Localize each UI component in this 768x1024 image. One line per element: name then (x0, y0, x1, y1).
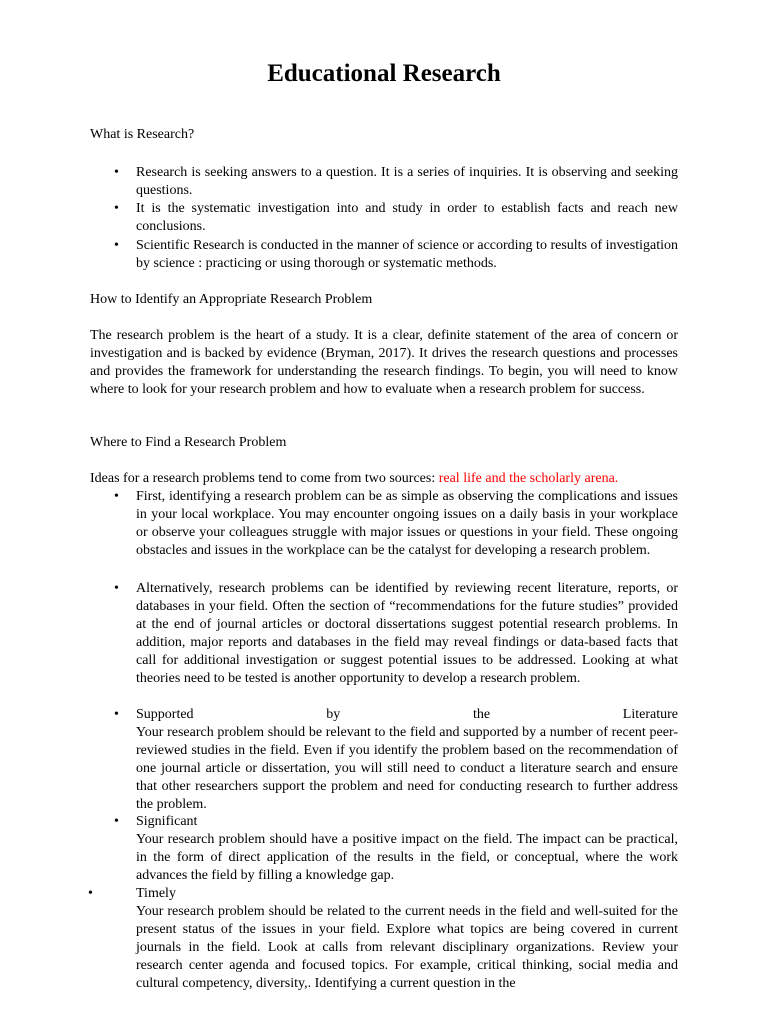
research-problem-list (0, 488, 768, 993)
bullet-icon: • (114, 581, 119, 596)
section-heading-identify: How to Identify an Appropriate Research Problem (90, 292, 373, 307)
bullet-icon: • (114, 238, 119, 253)
research-definition-list (0, 164, 768, 273)
list-item: • Scientific Research is conducted in the manner of science or according to results of investigation by science : practicing or using thorough or systematic methods. (114, 238, 678, 271)
identify-paragraph: The research problem is the heart of a study. It is a clear, definite statement of the area of concern or investigation and is backed by evidence (Bryman, 2017). It drives the research questions and processes and provides the framework for understanding the research findings. To begin, you will need to know where to look for your research problem and how to evaluate when a research problem for success. (90, 328, 678, 397)
highlighted-sources: real life and the scholarly arena. (438, 471, 619, 486)
list-item: • Alternatively, research problems can be identified by reviewing recent literature, reports, or databases in your field. Often the section of “recommendations for the future studies” provided at the end of journal articles or doctoral dissertations suggest potential research problems. In addition, major reports and databases in the field may reveal findings or data-based facts that call for additional investigation or suggest potential issues to be addressed. Looking at what theories need to be tested is another opportunity to develop a research problem. (114, 581, 678, 686)
bullet-icon: • (88, 886, 93, 901)
page-title: Educational Research (267, 60, 501, 87)
bullet-icon: • (114, 707, 119, 722)
supported-heading: Supported by the Literature (136, 707, 678, 722)
list-item: • First, identifying a research problem can be as simple as observing the complications and issues in your local workplace. You may encounter ongoing issues on a daily basis in your workplace or observe your colleagues struggle with major issues or questions in your field. These ongoing obstacles and issues in the workplace can be the catalyst for developing a research problem. (114, 489, 678, 558)
list-item: • It is the systematic investigation into and study in order to establish facts and reach new conclusions. (114, 201, 678, 234)
list-item-timely: • Timely Your research problem should be related to the current needs in the field and well-suited for the present status of the issues in your field. Explore what topics are being covered in current journals in the field. Look at calls from relevant disciplinary organizations. Review your research center agenda and focused topics. For example, critical thinking, social media and cultural competency, diversity,. Identifying a current question in the (88, 886, 678, 991)
section-heading-where: Where to Find a Research Problem (90, 435, 287, 450)
list-item-significant: • Significant Your research problem should have a positive impact on the field. The impact can be practical, in the form of direct application of the results in the field, or conceptual, where the work advances the field by filling a knowledge gap. (114, 814, 678, 883)
list-item: • Research is seeking answers to a question. It is a series of inquiries. It is observing and seeking questions. (114, 165, 678, 198)
bullet-icon: • (114, 489, 119, 504)
bullet-icon: • (114, 165, 119, 180)
bullet-icon: • (114, 201, 119, 216)
bullet-icon: • (114, 814, 119, 829)
list-item-supported: • Supported by the Literature Your research problem should be relevant to the field and supported by a number of recent peer-reviewed studies in the field. Even if you identify the problem based on the recommendation of one journal article or dissertation, you will still need to conduct a literature search and ensure that other researchers support the problem and need for conducting research to further address the problem. (114, 707, 678, 812)
where-intro: Ideas for a research problems tend to come from two sources: real life and the scholarly arena. (90, 471, 619, 486)
section-heading-what-is-research: What is Research? (90, 127, 195, 142)
